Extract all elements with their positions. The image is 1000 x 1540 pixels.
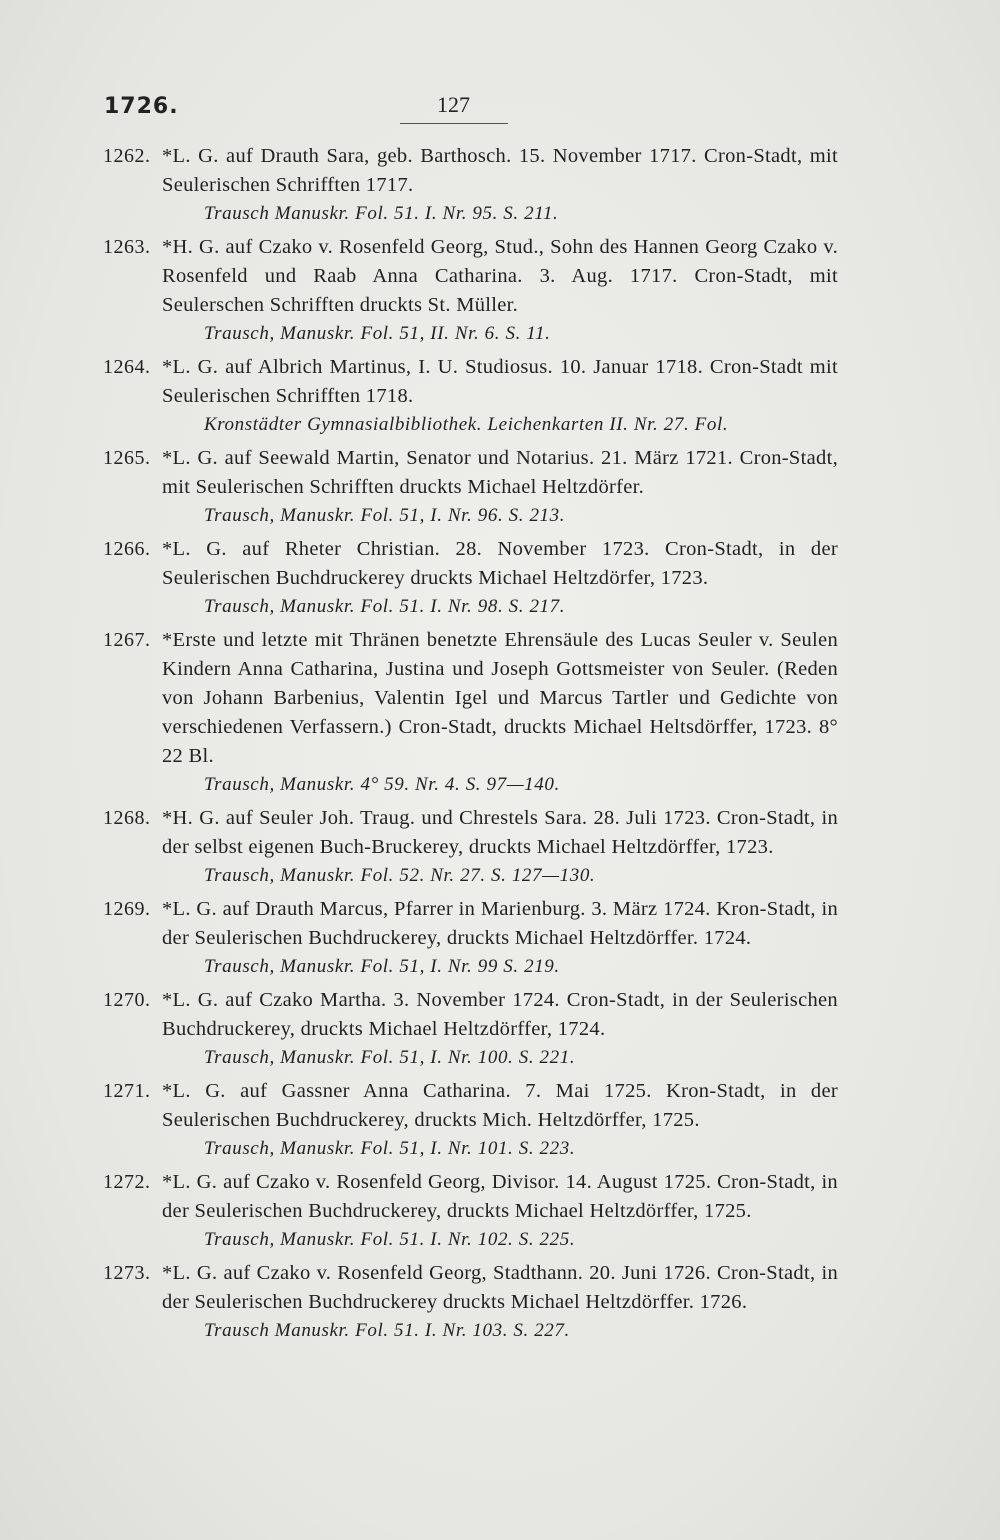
entry-source: Trausch, Manuskr. Fol. 51, I. Nr. 100. S. 221.	[204, 1047, 576, 1068]
entry-source: Trausch, Manuskr. Fol. 51. I. Nr. 102. S. 225.	[204, 1229, 576, 1250]
entry-source: Trausch, Manuskr. Fol. 51, I. Nr. 96. S. 213.	[204, 505, 566, 526]
entry-number: 1268.	[103, 807, 151, 829]
list-item	[0, 804, 1000, 889]
entry-source: Trausch, Manuskr. Fol. 51. I. Nr. 98. S. 217.	[204, 596, 566, 617]
entry-number: 1273.	[103, 1262, 151, 1284]
entry-text: *L. G. auf Czako Martha. 3. November 1724. Cron-Stadt, in der Seulerischen Buchdruckerey, druckts Michael Heltzdörffer, 1724.	[162, 989, 838, 1040]
entry-text: *L. G. auf Seewald Martin, Senator und Notarius. 21. März 1721. Cron-Stadt, mit Seulerischen Schrifften druckts Michael Heltzdörfer.	[162, 447, 838, 498]
list-item	[0, 353, 1000, 438]
list-item	[0, 895, 1000, 980]
entry-source: Trausch, Manuskr. Fol. 51, I. Nr. 99 S. 219.	[204, 956, 560, 977]
page-header	[0, 92, 1000, 132]
header-rule	[400, 123, 508, 124]
entry-source: Trausch, Manuskr. Fol. 51, I. Nr. 101. S. 223.	[204, 1138, 576, 1159]
list-item	[0, 233, 1000, 347]
entry-text: *H. G. auf Czako v. Rosenfeld Georg, Stud., Sohn des Hannen Georg Czako v. Rosenfeld und Raab Anna Catharina. 3. Aug. 1717. Cron-Stadt, mit Seulerschen Schrifften druckts St. Müller.	[162, 236, 838, 316]
list-item	[0, 142, 1000, 227]
entry-source: Trausch, Manuskr. Fol. 51, II. Nr. 6. S. 11.	[204, 323, 551, 344]
list-item	[0, 626, 1000, 798]
list-item	[0, 986, 1000, 1071]
entry-text: *L. G. auf Rheter Christian. 28. November 1723. Cron-Stadt, in der Seulerischen Buchdruckerey druckts Michael Heltzdörfer, 1723.	[162, 538, 838, 589]
entry-list	[0, 142, 1000, 1350]
entry-number: 1269.	[103, 898, 151, 920]
entry-text: *L. G. auf Czako v. Rosenfeld Georg, Stadthann. 20. Juni 1726. Cron-Stadt, in der Seulerischen Buchdruckerey druckts Michael Heltzdörffer. 1726.	[162, 1262, 838, 1313]
entry-number: 1267.	[103, 629, 151, 651]
entry-number: 1271.	[103, 1080, 151, 1102]
entry-source: Trausch Manuskr. Fol. 51. I. Nr. 95. S. 211.	[204, 203, 559, 224]
entry-text: *H. G. auf Seuler Joh. Traug. und Chrestels Sara. 28. Juli 1723. Cron-Stadt, in der selbst eigenen Buch-Bruckerey, druckts Michael Heltzdörffer, 1723.	[162, 807, 838, 858]
entry-text: *L. G. auf Drauth Marcus, Pfarrer in Marienburg. 3. März 1724. Kron-Stadt, in der Seulerischen Buchdruckerey, druckts Michael Heltzdörffer. 1724.	[162, 898, 838, 949]
entry-number: 1265.	[103, 447, 151, 469]
entry-number: 1272.	[103, 1171, 151, 1193]
list-item	[0, 535, 1000, 620]
entry-text: *Erste und letzte mit Thränen benetzte Ehrensäule des Lucas Seuler v. Seulen Kindern Anna Catharina, Justina und Joseph Gottsmeister von Seuler. (Reden von Johann Barbenius, Valentin Igel und Marcus Tartler und Gedichte von verschiedenen Verfassern.) Cron-Stadt, druckts Michael Heltsdörffer, 1723. 8° 22 Bl.	[162, 629, 838, 767]
entry-number: 1262.	[103, 145, 151, 167]
entry-source: Trausch, Manuskr. 4° 59. Nr. 4. S. 97—140.	[204, 774, 560, 795]
entry-number: 1264.	[103, 356, 151, 378]
entry-source: Trausch, Manuskr. Fol. 52. Nr. 27. S. 127—130.	[204, 865, 596, 886]
entry-text: *L. G. auf Drauth Sara, geb. Barthosch. 15. November 1717. Cron-Stadt, mit Seulerischen Schrifften 1717.	[162, 145, 838, 196]
list-item	[0, 1168, 1000, 1253]
entry-number: 1263.	[103, 236, 151, 258]
list-item	[0, 1077, 1000, 1162]
entry-source: Kronstädter Gymnasialbibliothek. Leichenkarten II. Nr. 27. Fol.	[204, 414, 729, 435]
page-number: 127	[437, 92, 470, 117]
entry-text: *L. G. auf Czako v. Rosenfeld Georg, Divisor. 14. August 1725. Cron-Stadt, in der Seulerischen Buchdruckerey, druckts Michael Heltzdörffer, 1725.	[162, 1171, 838, 1222]
list-item	[0, 444, 1000, 529]
entry-source: Trausch Manuskr. Fol. 51. I. Nr. 103. S. 227.	[204, 1320, 570, 1341]
entry-number: 1266.	[103, 538, 151, 560]
entry-text: *L. G. auf Albrich Martinus, I. U. Studiosus. 10. Januar 1718. Cron-Stadt mit Seulerischen Schrifften 1718.	[162, 356, 838, 407]
entry-text: *L. G. auf Gassner Anna Catharina. 7. Mai 1725. Kron-Stadt, in der Seulerischen Buchdruckerey, druckts Mich. Heltzdörffer, 1725.	[162, 1080, 838, 1131]
entry-number: 1270.	[103, 989, 151, 1011]
running-head-year: 1726.	[104, 94, 179, 119]
list-item	[0, 1259, 1000, 1344]
